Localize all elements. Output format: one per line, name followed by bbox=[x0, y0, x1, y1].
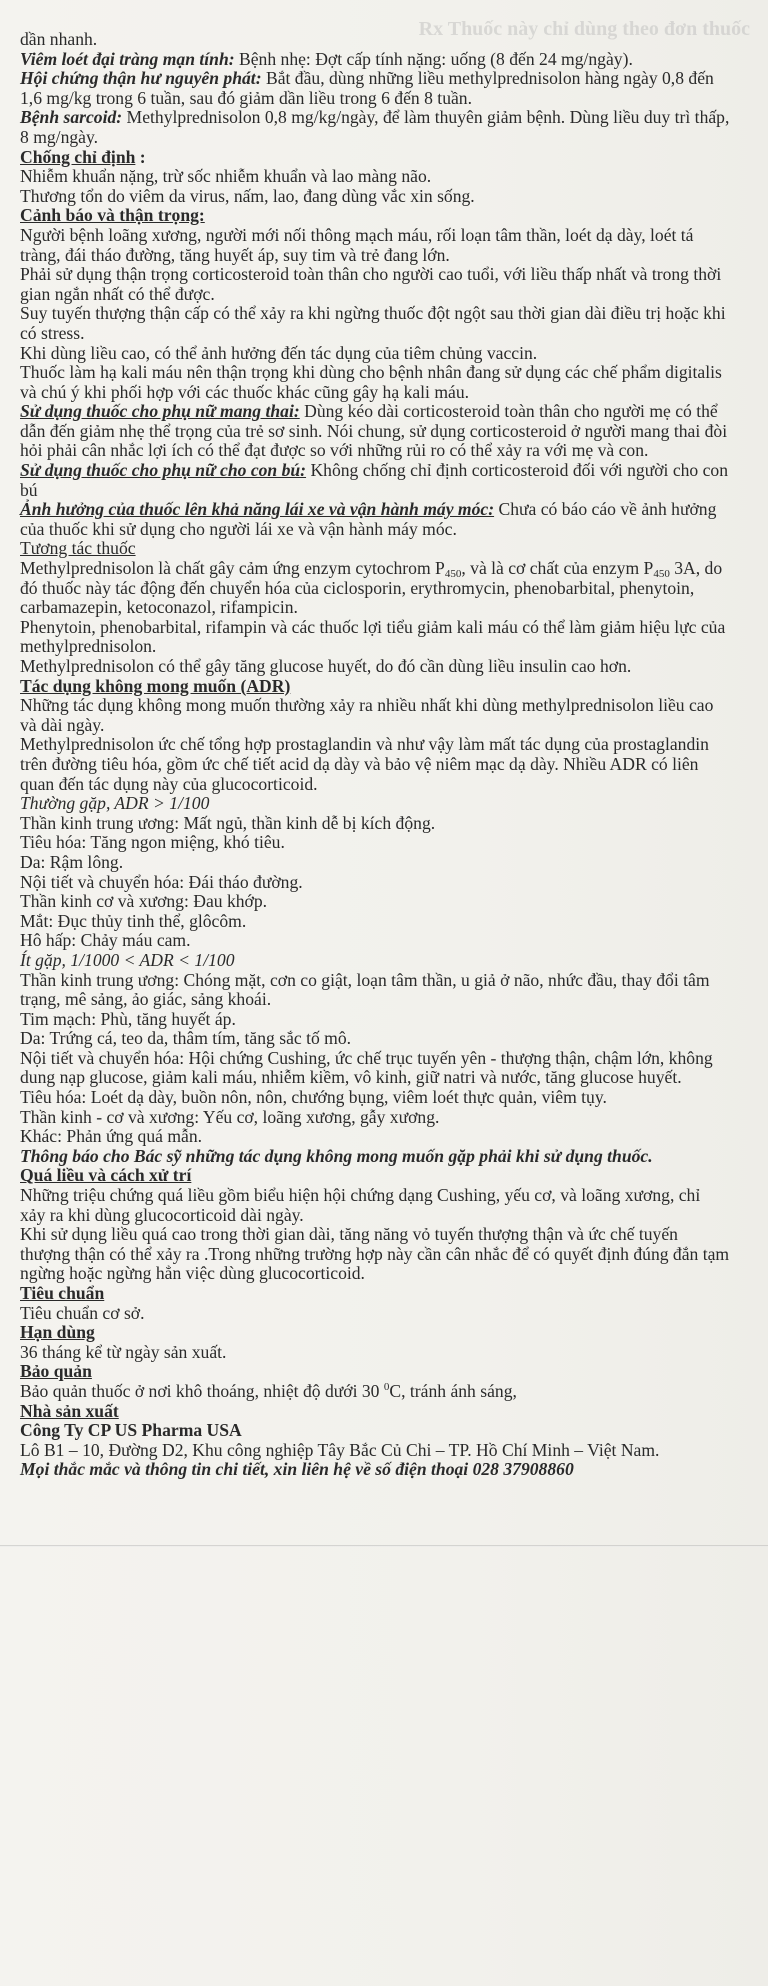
adr-common-2: Da: Rậm lông. bbox=[20, 851, 124, 872]
manufacturer-address: Lô B1 – 10, Đường D2, Khu công nghiệp Tây Bắc Củ Chi – TP. Hồ Chí Minh – Việt Nam. bbox=[20, 1439, 660, 1460]
colitis-text: Bệnh nhẹ: Đợt cấp tính nặng: uống (8 đến 24 mg/ngày). bbox=[234, 48, 633, 69]
driving-label: Ảnh hưởng của thuốc lên khả năng lái xe và vận hành máy móc: bbox=[20, 499, 495, 520]
interactions-heading-line bbox=[20, 539, 730, 559]
adr-heading: Tác dụng không mong muốn (ADR) bbox=[20, 675, 291, 696]
standard-heading: Tiêu chuẩn bbox=[20, 1283, 105, 1303]
warning-2: Phải sử dụng thận trọng corticosteroid toàn thân cho người cao tuổi, với liều thấp nhất và trong thời gian ngắn nhất có thể được. bbox=[20, 264, 722, 304]
adr-uncommon-2: Da: Trứng cá, teo da, thâm tím, tăng sắc tố mô. bbox=[20, 1028, 352, 1049]
warning-3: Suy tuyến thượng thận cấp có thể xảy ra khi ngừng thuốc đột ngột sau thời gian dài điều trị hoặc khi có stress. bbox=[20, 303, 726, 343]
adr-common-6: Hô hấp: Chảy máu cam. bbox=[20, 930, 191, 951]
contraindication-1: Nhiễm khuẩn nặng, trừ sốc nhiễm khuẩn và lao màng não. bbox=[20, 166, 432, 187]
adr-intro-2: Methylprednisolon ức chế tổng hợp prostaglandin và như vậy làm mất tác dụng của prostaglandin trên đường tiêu hóa, gồm ức chế tiết acid dạ dày và bảo vệ niêm mạc dạ dày. Nhiều ADR có liên quan đến tác dụng này của glucocorticoid. bbox=[20, 734, 709, 794]
storage-heading-line bbox=[20, 1362, 730, 1382]
pregnancy-text: Dùng kéo dài corticosteroid toàn thân cho người mẹ có thể dẫn đến giảm nhẹ thể trọng của trẻ sơ sinh. Nói chung, sử dụng corticosteroid ở người mang thai đòi hỏi phải cân nhắc lợi ích có thể đạt được so với những rủi ro có thể xảy ra với mẹ và con. bbox=[20, 401, 728, 461]
breastfeeding-paragraph bbox=[20, 461, 730, 500]
warning-5: Thuốc làm hạ kali máu nên thận trọng khi dùng cho bệnh nhân đang sử dụng các chế phẩm digitalis và chú ý khi phối hợp với các thuốc khác cũng gây hạ kali máu. bbox=[20, 362, 722, 402]
standard-heading-line bbox=[20, 1284, 730, 1304]
interactions-heading: Tương tác thuốc bbox=[20, 538, 136, 559]
shelf-life-text: 36 tháng kể từ ngày sản xuất. bbox=[20, 1341, 227, 1362]
overdose-heading: Quá liều và cách xử trí bbox=[20, 1165, 192, 1186]
adr-notice: Thông báo cho Bác sỹ những tác dụng không mong muốn gặp phải khi sử dụng thuốc. bbox=[20, 1145, 653, 1166]
contraindication-2: Thương tổn do viêm da virus, nấm, lao, đang dùng vắc xin sống. bbox=[20, 185, 475, 206]
dosage-nephrotic bbox=[20, 69, 730, 108]
dosage-tail: dần nhanh. bbox=[20, 29, 98, 49]
contraindications-heading-line bbox=[20, 148, 730, 168]
adr-uncommon-1: Tim mạch: Phù, tăng huyết áp. bbox=[20, 1008, 236, 1029]
colitis-label: Viêm loét đại tràng mạn tính: bbox=[20, 48, 235, 69]
warnings-heading: Cảnh báo và thận trọng: bbox=[20, 205, 205, 226]
warning-1: Người bệnh loãng xương, người mới nối thông mạch máu, rối loạn tâm thần, loét dạ dày, loét tá tràng, đái tháo đường, tăng huyết áp, suy tim và trẻ đang lớn. bbox=[20, 224, 694, 265]
leaflet-text bbox=[20, 30, 730, 1480]
contraindications-heading: Chống chỉ định bbox=[20, 146, 136, 167]
manufacturer-heading-line bbox=[20, 1402, 730, 1422]
storage-text bbox=[20, 1382, 730, 1402]
cyp-subscript-2: 450 bbox=[653, 568, 670, 581]
warnings-heading-line bbox=[20, 206, 730, 226]
driving-paragraph bbox=[20, 500, 730, 539]
interaction-3: Methylprednisolon có thể gây tăng glucose huyết, do đó cần dùng liều insulin cao hơn. bbox=[20, 656, 632, 676]
adr-uncommon-3: Nội tiết và chuyển hóa: Hội chứng Cushing, ức chế trục tuyến yên - thượng thận, chậm lớn, không dung nạp glucose, giảm kali máu, nhiễm kiềm, vô kinh, giữ natri và nước, tăng glucose huyết. bbox=[20, 1047, 713, 1088]
standard-text: Tiêu chuẩn cơ sở. bbox=[20, 1302, 145, 1323]
dosage-sarcoid bbox=[20, 108, 730, 147]
adr-uncommon-0: Thần kinh trung ương: Chóng mặt, cơn co giật, loạn tâm thần, u giả ở não, nhức đầu, thay đổi tâm trạng, mê sảng, ảo giác, sảng khoái. bbox=[20, 969, 710, 1010]
adr-intro-1: Những tác dụng không mong muốn thường xảy ra nhiều nhất khi dùng methylprednisolon liều cao và dài ngày. bbox=[20, 695, 714, 735]
manufacturer-heading: Nhà sản xuất bbox=[20, 1400, 119, 1421]
adr-common-5: Mắt: Đục thủy tinh thể, glôcôm. bbox=[20, 910, 247, 931]
breastfeeding-label: Sử dụng thuốc cho phụ nữ cho con bú: bbox=[20, 460, 307, 481]
pregnancy-label: Sử dụng thuốc cho phụ nữ mang thai: bbox=[20, 401, 300, 422]
storage-text-b: C, tránh ánh sáng, bbox=[389, 1380, 517, 1401]
sarcoid-label: Bệnh sarcoid: bbox=[20, 107, 123, 128]
warning-4: Khi dùng liều cao, có thể ảnh hưởng đến tác dụng của tiêm chủng vaccin. bbox=[20, 342, 538, 363]
overdose-1: Những triệu chứng quá liều gồm biểu hiện hội chứng dạng Cushing, yếu cơ, và loãng xương, chỉ xảy ra khi dùng glucocorticoid dài ngày. bbox=[20, 1185, 701, 1225]
storage-text-a: Bảo quản thuốc ở nơi khô thoáng, nhiệt độ dưới 30 bbox=[20, 1380, 384, 1401]
adr-common-0: Thần kinh trung ương: Mất ngủ, thần kinh dễ bị kích động. bbox=[20, 812, 436, 833]
adr-common-heading: Thường gặp, ADR > 1/100 bbox=[20, 793, 210, 814]
adr-uncommon-heading: Ít gặp, 1/1000 < ADR < 1/100 bbox=[20, 949, 235, 970]
adr-common-3: Nội tiết và chuyển hóa: Đái tháo đường. bbox=[20, 871, 303, 892]
overdose-heading-line bbox=[20, 1166, 730, 1186]
adr-uncommon-4: Tiêu hóa: Loét dạ dày, buồn nôn, nôn, chướng bụng, viêm loét thực quản, viêm tụy. bbox=[20, 1087, 607, 1108]
degree-superscript: 0 bbox=[383, 1381, 390, 1394]
watermark-text: Rx Thuốc này chỉ dùng theo đơn thuốc bbox=[418, 18, 750, 40]
breastfeeding-text: Không chống chỉ định corticosteroid đối với người cho con bú bbox=[20, 460, 729, 500]
adr-heading-line bbox=[20, 677, 730, 697]
interaction-1c: 3A, do đó thuốc này tác động đến chuyển hóa của ciclosporin, erythromycin, phenobarbital, phenytoin, carbamazepin, ketoconazol, rifampicin. bbox=[20, 558, 723, 618]
interaction-1b: , và là cơ chất của enzym P bbox=[461, 558, 654, 579]
sarcoid-text: Methylprednisolon 0,8 mg/kg/ngày, để làm thuyên giảm bệnh. Dùng liều duy trì thấp, 8 mg/ngày. bbox=[20, 107, 730, 147]
manufacturer-name: Công Ty CP US Pharma USA bbox=[20, 1420, 242, 1441]
nephrotic-label: Hội chứng thận hư nguyên phát: bbox=[20, 68, 262, 89]
driving-text: Chưa có báo cáo về ảnh hưởng của thuốc khi sử dụng cho người lái xe và vận hành máy móc. bbox=[20, 499, 717, 539]
interaction-2: Phenytoin, phenobarbital, rifampin và các thuốc lợi tiểu giảm kali máu có thể làm giảm hiệu lực của methylprednisolon. bbox=[20, 616, 726, 657]
dosage-colitis bbox=[20, 50, 730, 70]
adr-common-4: Thần kinh cơ và xương: Đau khớp. bbox=[20, 891, 268, 912]
overdose-2: Khi sử dụng liều quá cao trong thời gian dài, tăng năng vỏ tuyến thượng thận và ức chế tuyến thượng thận có thể xảy ra .Trong những trường hợp này cần cân nhắc để có quyết định đúng đắn tạm ngừng hoặc ngừng hẳn việc dùng glucocorticoid. bbox=[20, 1224, 730, 1284]
interaction-1a: Methylprednisolon là chất gây cảm ứng enzym cytochrom P bbox=[20, 558, 445, 579]
shelf-life-heading-line bbox=[20, 1323, 730, 1343]
shelf-life-heading: Hạn dùng bbox=[20, 1322, 95, 1343]
contraindications-colon: : bbox=[135, 146, 146, 167]
manufacturer-contact: Mọi thắc mắc và thông tin chi tiết, xin liên hệ về số điện thoại 028 37908860 bbox=[20, 1459, 574, 1480]
adr-uncommon-5: Thần kinh - cơ và xương: Yếu cơ, loãng xương, gẫy xương. bbox=[20, 1106, 440, 1127]
storage-heading: Bảo quản bbox=[20, 1361, 92, 1382]
cyp-subscript-1: 450 bbox=[444, 568, 462, 581]
fold-line bbox=[0, 1545, 768, 1547]
pregnancy-paragraph bbox=[20, 402, 730, 461]
adr-common-1: Tiêu hóa: Tăng ngon miệng, khó tiêu. bbox=[20, 832, 285, 853]
interaction-1 bbox=[20, 559, 730, 618]
nephrotic-text: Bắt đầu, dùng những liều methylprednisolon hàng ngày 0,8 đến 1,6 mg/kg trong 6 tuần, sau đó giảm dần liều trong 6 đến 8 tuần. bbox=[20, 68, 714, 108]
adr-uncommon-6: Khác: Phản ứng quá mẫn. bbox=[20, 1126, 203, 1147]
